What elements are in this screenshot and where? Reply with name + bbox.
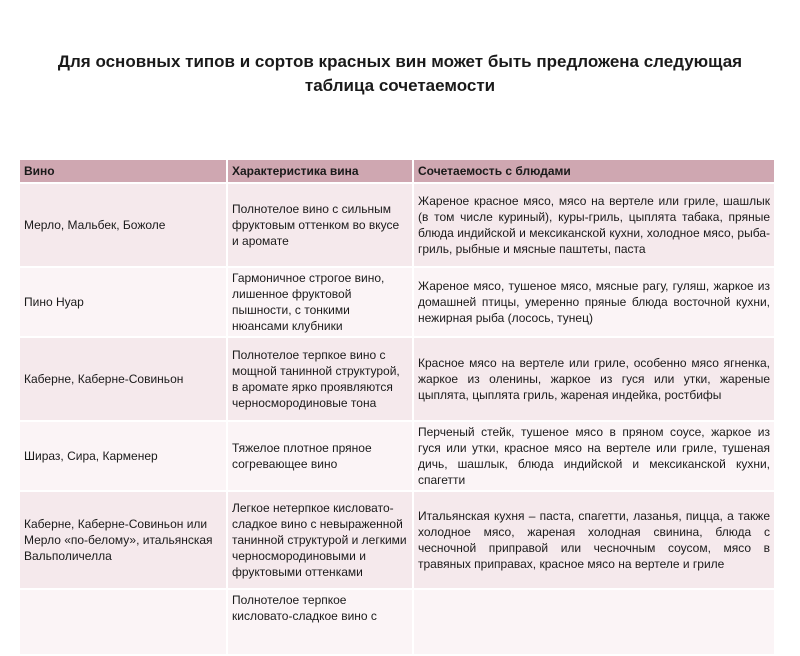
table-row: [20, 590, 776, 656]
cell-pairing: Перченый стейк, тушеное мясо в пряном соусе, жаркое из гуся или утки, красное мясо на вертеле или гриле, тушеная дичь, шашлык, блюда индийской и мексиканской кухни, спагетти: [414, 422, 776, 492]
header-pairing: Сочетаемость с блюдами: [414, 160, 776, 184]
cell-wine: Каберне, Каберне-Совиньон: [20, 338, 228, 422]
table-row: [20, 268, 776, 338]
cell-characteristic: Гармоничное строгое вино, лишенное фруктовой пышности, с тонкими нюансами клубники: [228, 268, 414, 338]
page-title: [0, 50, 800, 98]
cell-wine: Мерло, Мальбек, Божоле: [20, 184, 228, 268]
cell-wine: Шираз, Сира, Карменер: [20, 422, 228, 492]
page-title-line-2: таблица сочетаемости: [304, 76, 496, 95]
table-row: [20, 184, 776, 268]
table-row: [20, 338, 776, 422]
cell-wine: Пино Нуар: [20, 268, 228, 338]
cell-pairing: Жареное красное мясо, мясо на вертеле или гриле, шашлык (в том числе куриный), куры-гриль, цыплята табака, пряные блюда индийской и мексиканской кухни, холодное мясо, рыба-гриль, рыбные и мясные паштеты, паста: [414, 184, 776, 268]
cell-characteristic: Легкое нетерпкое кисловато-сладкое вино с невыраженной танинной структурой и легкими черносмородиновыми и фруктовыми оттенками: [228, 492, 414, 590]
header-wine: Вино: [20, 160, 228, 184]
cell-characteristic: Полнотелое терпкое вино с мощной танинной структурой, в аромате ярко проявляются черносмородиновые тона: [228, 338, 414, 422]
table-header-row: [20, 160, 776, 184]
cell-characteristic: Полнотелое вино с сильным фруктовым оттенком во вкусе и аромате: [228, 184, 414, 268]
cell-pairing: Красное мясо на вертеле или гриле, особенно мясо ягненка, жаркое из оленины, жаркое из гуся или утки, жареные цыплята, цыплята гриль, жареная индейка, ростбифы: [414, 338, 776, 422]
page-title-line-1: Для основных типов и сортов красных вин может быть предложена следующая: [57, 52, 743, 71]
cell-wine: Каберне, Каберне-Совиньон или Мерло «по-белому», итальянская Вальполичелла: [20, 492, 228, 590]
cell-characteristic: Полнотелое терпкое кисловато-сладкое вино с: [228, 590, 414, 656]
cell-wine: [20, 590, 228, 656]
cell-pairing: [414, 590, 776, 656]
wine-pairing-table-container: [20, 160, 776, 623]
wine-pairing-table: [20, 160, 776, 656]
table-row: [20, 492, 776, 590]
cell-characteristic: Тяжелое плотное пряное согревающее вино: [228, 422, 414, 492]
cell-pairing: Жареное мясо, тушеное мясо, мясные рагу, гуляш, жаркое из домашней птицы, умеренно пряные блюда восточной кухни, нежирная рыба (лосось, тунец): [414, 268, 776, 338]
header-characteristic: Характеристика вина: [228, 160, 414, 184]
table-row: [20, 422, 776, 492]
cell-pairing: Итальянская кухня – паста, спагетти, лазанья, пицца, а также холодное мясо, жареная холодная свинина, блюда с чесночной приправой или чесночным соусом, мясо в травяных приправах, красное мясо на вертеле и гриле: [414, 492, 776, 590]
